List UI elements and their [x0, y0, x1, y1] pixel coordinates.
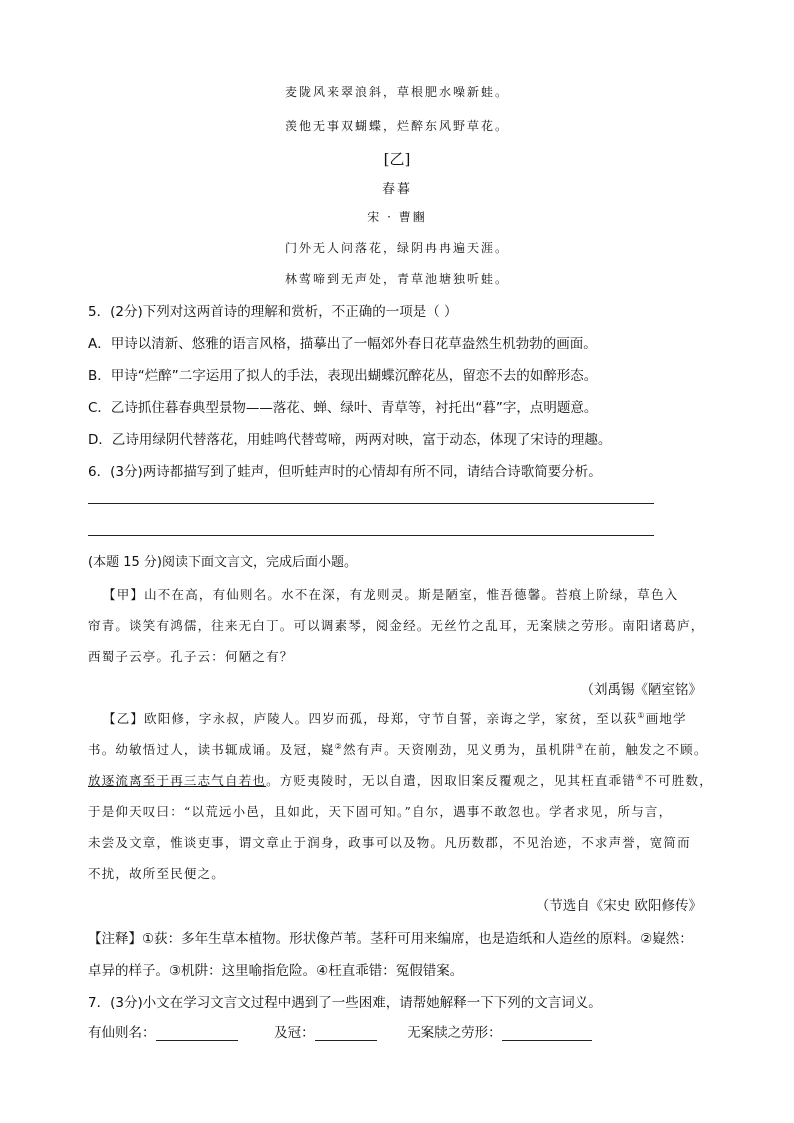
passage-yi-text: 画地学 [645, 711, 687, 726]
poem-jia-line-3: 麦陇风来翠浪斜，草根肥水噪新蛙。 [284, 85, 509, 99]
answer-line-2[interactable] [88, 535, 654, 536]
answer-line-1[interactable] [88, 503, 654, 504]
passage-yi-line-2 [88, 740, 708, 758]
underlined-sentence: 放逐流离至于再三志气自若也 [88, 773, 267, 788]
poem-yi-line-1: 门外无人问落花，绿阴冉冉遍天涯。 [284, 241, 509, 255]
passage-yi-source: （节选自《宋史 欧阳修传》 [535, 898, 702, 914]
passage-yi-text: 然有声。天资刚劲，见义勇为，虽机阱 [342, 742, 576, 757]
passage-jia-line-2: 帘青。谈笑有鸿儒，往来无白丁。可以调素琴，阅金经。无丝竹之乱耳，无案牍之劳形。南阳诸葛庐， [88, 618, 705, 633]
footnote-marker-2: ② [334, 741, 343, 751]
notes-line-2: 卓异的样子。③机阱：这里喻指危险。④枉直乖错：冤假错案。 [88, 963, 464, 979]
passage-yi-text: 书。幼敏悟过人，读书辄成诵。及冠，嶷 [88, 742, 335, 757]
question-5-stem: 5．(2分)下列对这两首诗的理解和赏析，不正确的一项是（ ） [88, 304, 458, 320]
poem-jia-line-4: 羡他无事双蝴蝶，烂醉东风野草花。 [284, 119, 509, 133]
question-5-option-a: A．甲诗以清新、悠雅的语言风格，描摹出了一幅郊外春日花草盎然生机勃勃的画面。 [88, 336, 597, 352]
poem-yi-title: 春暮 [381, 182, 412, 197]
passage-yi-text: 【乙】欧阳修，字永叔，庐陵人。四岁而孤，母郑，守节自誓，亲诲之学，家贫，至以荻 [103, 711, 638, 726]
question-7-items [88, 1021, 592, 1041]
poem-yi-line-2: 林莺啼到无声处，青草池塘独听蛙。 [284, 272, 509, 286]
notes-line-1: 【注释】①荻：多年生草本植物。形状像芦苇。茎秆可用来编席，也是造纸和人造丝的原料。②嶷然： [88, 931, 693, 947]
footnote-marker-3: ③ [575, 741, 585, 751]
answer-blank-2[interactable] [315, 1026, 377, 1041]
question-6-stem: 6．(3分)两诗都描写到了蛙声，但听蛙声时的心情却有所不同，请结合诗歌简要分析。 [88, 464, 602, 480]
passage-yi-text: 不可胜数， [644, 773, 713, 788]
question-7-item-2: 及冠： [274, 1025, 315, 1041]
passage-jia-source: （刘禹锡《陋室铭》 [580, 682, 702, 698]
footnote-marker-1: ① [637, 710, 646, 720]
passage-yi-line-3 [88, 771, 713, 789]
poem-yi-author: 宋 · 曹豳 [367, 210, 427, 224]
answer-blank-1[interactable] [156, 1026, 238, 1041]
question-7-item-1: 有仙则名： [88, 1025, 156, 1041]
poem-yi-label: [乙] [383, 150, 411, 168]
passage-jia-line-3: 西蜀子云亭。孔子云：何陋之有？ [88, 649, 294, 664]
passage-yi-line-5: 未尝及文章，惟谈吏事，谓文章止于润身，政事可以及物。凡历数郡，不见治迹，不求声誉，宽简而 [88, 835, 691, 850]
passage-yi-line-1 [103, 709, 723, 727]
passage-jia-line-1: 【甲】山不在高，有仙则名。水不在深，有龙则灵。斯是陋室，惟吾德馨。苔痕上阶绿，草色入 [103, 587, 679, 602]
question-5-option-c: C．乙诗抓住暮春典型景物——落花、蝉、绿叶、青草等，衬托出“暮”字，点明题意。 [88, 400, 598, 416]
question-5-option-b: B．甲诗“烂醉”二字运用了拟人的手法，表现出蝴蝶沉醉花丛，留恋不去的如醉形态。 [88, 368, 598, 384]
answer-blank-3[interactable] [502, 1026, 592, 1041]
passage-yi-text: 在前，触发之不顾。 [584, 742, 708, 757]
question-5-option-d: D．乙诗用绿阴代替落花，用蛙鸣代替莺啼，两两对映，富于动态，体现了宋诗的理趣。 [88, 432, 612, 448]
footnote-marker-4: ④ [636, 772, 645, 782]
section-intro: (本题 15 分)阅读下面文言文，完成后面小题。 [88, 555, 357, 570]
passage-yi-line-4: 于是仰天叹曰：“以荒远小邑，且如此，天下固可知。”自尔，遇事不敢忽也。学者求见，所与言， [88, 804, 673, 819]
passage-yi-text: 。方贬夷陵时，无以自遣，因取旧案反覆观之，见其枉直乖错 [266, 773, 637, 788]
question-7-stem: 7．(3分)小文在学习文言文过程中遇到了一些困难，请帮她解释一下下列的文言词义。 [88, 995, 602, 1011]
passage-yi-line-6: 不扰，故所至民便之。 [88, 866, 226, 881]
question-7-item-3: 无案牍之劳形： [407, 1025, 502, 1041]
